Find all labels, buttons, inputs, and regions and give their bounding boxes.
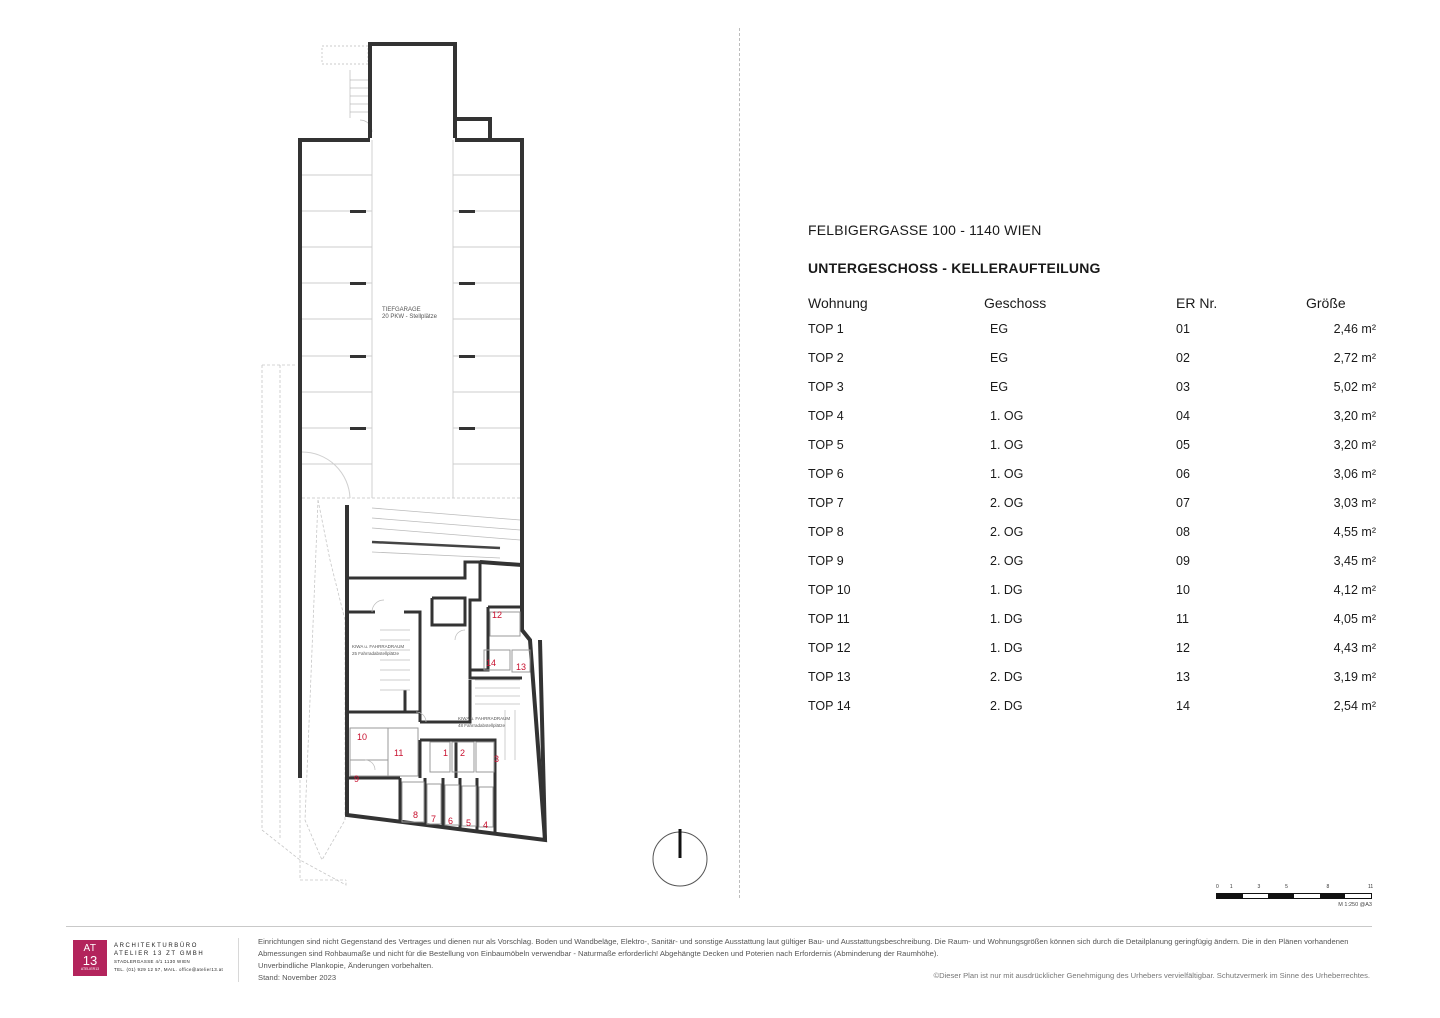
- cell-er-nr: 13: [1176, 669, 1190, 684]
- cell-er-nr: 09: [1176, 553, 1190, 568]
- cell-wohnung: TOP 8: [808, 524, 844, 539]
- table-body: [804, 314, 1376, 720]
- cell-er-nr: 08: [1176, 524, 1190, 539]
- garage-sub: 20 PKW - Stellplätze: [382, 314, 438, 320]
- cell-geschoss: EG: [990, 350, 1009, 365]
- cell-geschoss: 1. OG: [990, 437, 1024, 452]
- cell-wohnung: TOP 3: [808, 379, 844, 394]
- cell-geschoss: 2. OG: [990, 524, 1024, 539]
- cell-er-nr: 12: [1176, 640, 1190, 655]
- table-row: [804, 488, 1376, 517]
- table-row: [804, 633, 1376, 662]
- bike-room-2-title: KIWA u. FAHRRADRAUM: [458, 716, 511, 721]
- cell-geschoss: 2. OG: [990, 495, 1024, 510]
- table-row: [804, 662, 1376, 691]
- scale-bar: [1216, 884, 1372, 908]
- plan-date: Stand: November 2023: [258, 973, 337, 982]
- cell-geschoss: EG: [990, 321, 1009, 336]
- cell-er-nr: 14: [1176, 698, 1190, 713]
- cell-geschoss: 2. DG: [990, 698, 1023, 713]
- cellar-number: 1: [443, 748, 449, 758]
- cell-geschoss: 1. DG: [990, 640, 1023, 655]
- table-row: [804, 314, 1376, 343]
- cellar-table: [804, 292, 1376, 720]
- cell-wohnung: TOP 6: [808, 466, 844, 481]
- bike-room-2-sub: 48 Fahrradabstellplätze: [458, 723, 506, 728]
- cell-er-nr: 02: [1176, 350, 1190, 365]
- cell-er-nr: 11: [1176, 611, 1189, 626]
- cell-wohnung: TOP 9: [808, 553, 844, 568]
- table-row: [804, 575, 1376, 604]
- logo-line3: ATELIER13: [80, 967, 100, 971]
- table-row: [804, 604, 1376, 633]
- cell-groesse: 3,20 m²: [1333, 408, 1376, 423]
- cell-groesse: 2,46 m²: [1333, 321, 1376, 336]
- table-row: [804, 459, 1376, 488]
- scale-tick: 1: [1229, 884, 1233, 890]
- cell-groesse: 2,54 m²: [1333, 698, 1376, 713]
- cell-er-nr: 07: [1176, 495, 1190, 510]
- cell-er-nr: 06: [1176, 466, 1190, 481]
- bike-room-1-sub: 25 Fahrradabstellplätze: [352, 651, 400, 656]
- cell-geschoss: 1. OG: [990, 466, 1024, 481]
- cell-groesse: 4,43 m²: [1333, 640, 1376, 655]
- vertical-divider: [739, 28, 740, 898]
- bike-room-1-title: KIWA u. FAHRRADRAUM: [352, 644, 405, 649]
- cell-groesse: 4,12 m²: [1333, 582, 1376, 597]
- cell-geschoss: 1. DG: [990, 611, 1023, 626]
- cellar-number: 9: [354, 774, 360, 784]
- cell-groesse: 3,03 m²: [1333, 495, 1376, 510]
- table-row: [804, 546, 1376, 575]
- cell-groesse: 4,55 m²: [1333, 524, 1376, 539]
- cell-geschoss: 2. DG: [990, 669, 1023, 684]
- address: FELBIGERGASSE 100 - 1140 WIEN: [808, 222, 1042, 238]
- scale-tick: 5: [1285, 884, 1288, 890]
- cell-wohnung: TOP 5: [808, 437, 844, 452]
- cell-groesse: 4,05 m²: [1333, 611, 1376, 626]
- cell-geschoss: 1. DG: [990, 582, 1023, 597]
- table-row: [804, 372, 1376, 401]
- table-header-row: [804, 292, 1376, 314]
- cellar-number: 14: [486, 658, 497, 668]
- scale-tick: 0: [1216, 884, 1219, 890]
- cell-wohnung: TOP 14: [808, 698, 851, 713]
- logo-line2: 13: [82, 953, 98, 968]
- cell-groesse: 2,72 m²: [1333, 350, 1376, 365]
- cell-er-nr: 03: [1176, 379, 1190, 394]
- copyright-notice: ©Dieser Plan ist nur mit ausdrücklicher Genehmigung des Urhebers vervielfältigbar. Schutzvermerk im Sinne des Urheberrechtes.: [933, 971, 1370, 980]
- cell-wohnung: TOP 2: [808, 350, 844, 365]
- disclaimer-note: Unverbindliche Plankopie, Änderungen vorbehalten.: [258, 961, 434, 970]
- cellar-number: 7: [431, 814, 437, 824]
- ramp-outline: [262, 365, 346, 885]
- cell-wohnung: TOP 13: [808, 669, 851, 684]
- firm-line2: ATELIER 13 ZT GMBH: [114, 951, 205, 957]
- cellar-number: 13: [516, 662, 527, 672]
- cell-groesse: 3,45 m²: [1333, 553, 1376, 568]
- ramp-lines: [372, 508, 520, 558]
- cell-wohnung: TOP 1: [808, 321, 844, 336]
- plan-heading: UNTERGESCHOSS - KELLERAUFTEILUNG: [808, 260, 1101, 276]
- cellar-number: 5: [466, 818, 472, 828]
- scale-tick: 11: [1368, 884, 1374, 890]
- scale-tick: 3: [1257, 884, 1261, 890]
- cell-geschoss: 1. OG: [990, 408, 1024, 423]
- cell-wohnung: TOP 10: [808, 582, 851, 597]
- col-er-nr: ER Nr.: [1176, 295, 1218, 311]
- scale-label: M 1:250 @A3: [1338, 902, 1372, 908]
- col-wohnung: Wohnung: [808, 295, 868, 311]
- firm-line4: TEL. (01) 929 12 57, MAIL. office@atelier13.at: [114, 967, 224, 972]
- footer-divider: [66, 926, 1372, 927]
- scale-ticks: [1216, 884, 1372, 892]
- col-geschoss: Geschoss: [984, 295, 1047, 311]
- cellar-number: 10: [357, 732, 368, 742]
- table-row: [804, 343, 1376, 372]
- cell-geschoss: EG: [990, 379, 1009, 394]
- cell-groesse: 3,06 m²: [1333, 466, 1376, 481]
- firm-line1: ARCHITEKTURBÜRO: [114, 943, 199, 949]
- disclaimer-text: Einrichtungen sind nicht Gegenstand des Vertrages und dienen nur als Vorschlag. Boden und Wandbeläge, Elektro-, Sanitär- und sonstige Ausstattung laut gültiger Bau- und Ausstattungsbeschreibung. Die Raum- und Wohnungsgrößen können sich durch die Detailplanung geringfügig ändern. Die in den Plänen vorhandenen Abmessungen sind Rohbaumaße und nicht für die Bestellung von Einbaumöbeln verwendbar - Naturmaße erforderlich! Abgehängte Decken und Poterien nach Erfordernis (Abminderung der Raumhöhe).: [258, 937, 1349, 958]
- parking-stops: [350, 210, 475, 430]
- cell-er-nr: 10: [1176, 582, 1190, 597]
- cellar-number: 11: [394, 748, 404, 758]
- cellar-number: 3: [494, 754, 500, 764]
- logo-line1: AT: [83, 943, 97, 954]
- cell-geschoss: 2. OG: [990, 553, 1024, 568]
- scale-bar-graphic: [1216, 893, 1372, 899]
- table-row: [804, 517, 1376, 546]
- cell-groesse: 3,19 m²: [1333, 669, 1376, 684]
- footer-separator: [238, 938, 239, 982]
- cell-wohnung: TOP 12: [808, 640, 851, 655]
- col-groesse: Größe: [1306, 295, 1346, 311]
- table-row: [804, 401, 1376, 430]
- entrance-stairs: [322, 46, 372, 132]
- firm-logo: [73, 940, 107, 976]
- cell-wohnung: TOP 11: [808, 611, 850, 626]
- cell-er-nr: 01: [1176, 321, 1190, 336]
- firm-info: [114, 942, 223, 974]
- cell-er-nr: 04: [1176, 408, 1190, 423]
- floor-plan: [0, 0, 740, 900]
- cell-wohnung: TOP 4: [808, 408, 844, 423]
- interior-walls: [347, 562, 522, 832]
- firm-line3: STADLERGASSE 4/1 1130 WIEN: [114, 959, 191, 964]
- cellar-number: 12: [492, 610, 503, 620]
- garage-label: TIEFGARAGE: [382, 307, 421, 313]
- table-row: [804, 691, 1376, 720]
- cell-groesse: 5,02 m²: [1333, 379, 1376, 394]
- cellar-number: 8: [413, 810, 419, 820]
- north-arrow-icon: [653, 829, 707, 886]
- cell-wohnung: TOP 7: [808, 495, 844, 510]
- cellar-number: 6: [448, 816, 454, 826]
- cell-er-nr: 05: [1176, 437, 1190, 452]
- table-row: [804, 430, 1376, 459]
- cell-groesse: 3,20 m²: [1333, 437, 1376, 452]
- cellar-number: 4: [483, 820, 489, 830]
- scale-tick: 8: [1326, 884, 1330, 890]
- cellar-number: 2: [460, 748, 466, 758]
